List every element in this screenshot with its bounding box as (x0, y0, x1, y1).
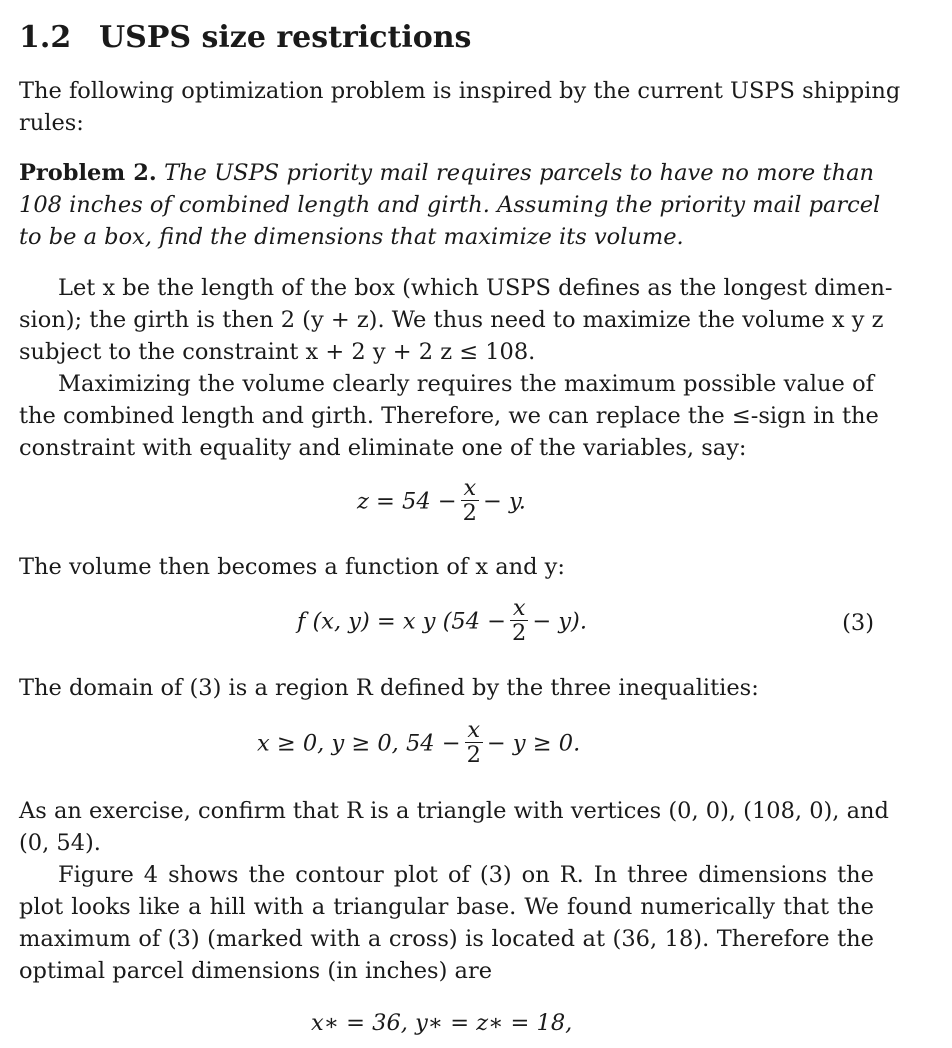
eq-domain-rhs: − y ≥ 0. (486, 730, 581, 757)
problem-text-1: The USPS priority mail requires parcels to have no more than (164, 160, 874, 186)
domain-text: The domain of (3) is a region R defined by the three inequalities: (19, 675, 759, 701)
problem-line-1 (19, 157, 874, 189)
para3-line-4: optimal parcel dimensions (in inches) are (19, 958, 493, 984)
intro-line-2: rules: (19, 110, 84, 136)
para2-line-1: Maximizing the volume clearly requires the maximum possible value of (58, 371, 874, 397)
eq-z-fraction (461, 476, 479, 525)
eq-domain-fraction (465, 718, 483, 767)
equation-f (297, 595, 587, 647)
equation-optimum: x∗ = 36, y∗ = z∗ = 18, (311, 1010, 573, 1036)
eq-f-rhs: − y). (532, 608, 587, 635)
para2-line-3: constraint with equality and eliminate one of the variables, say: (19, 435, 747, 461)
eq-f-den: 2 (512, 620, 527, 646)
problem-line-2: 108 inches of combined length and girth. Assuming the priority mail parcel (19, 192, 881, 218)
exercise-line-1: As an exercise, confirm that R is a triangle with vertices (0, 0), (108, 0), and (19, 798, 889, 824)
eq-domain-lhs: x ≥ 0, y ≥ 0, 54 − (257, 730, 461, 757)
eq-domain-num: x (467, 717, 481, 743)
eq-f-fraction (510, 596, 528, 645)
section-number: 1.2 (19, 20, 72, 55)
para1-line-1: Let x be the length of the box (which USPS defines as the longest dimen- (58, 275, 893, 301)
exercise-line-2: (0, 54). (19, 830, 101, 856)
para3-line-2: plot looks like a hill with a triangular base. We found numerically that the (19, 894, 874, 920)
para2-line-2: the combined length and girth. Therefore, we can replace the ≤-sign in the (19, 403, 879, 429)
problem-line-3: to be a box, find the dimensions that maximize its volume. (19, 224, 684, 250)
eq-f-lhs: f (x, y) = x y (54 − (297, 608, 507, 635)
equation-number: (3) (842, 610, 874, 636)
eq-f-num: x (512, 595, 526, 621)
para1-line-2: sion); the girth is then 2 (y + z). We thus need to maximize the volume x y z (19, 307, 884, 333)
eq-z-rhs: − y. (482, 488, 526, 515)
section-title: USPS size restrictions (99, 20, 472, 55)
para3-line-3: maximum of (3) (marked with a cross) is located at (36, 18). Therefore the (19, 926, 874, 952)
volume-text: The volume then becomes a function of x and y: (19, 554, 565, 580)
eq-z-lhs: z = 54 − (357, 488, 457, 515)
eq-z-den: 2 (462, 500, 477, 526)
eq-domain-den: 2 (466, 742, 481, 768)
intro-line-1: The following optimization problem is inspired by the current USPS shipping (19, 78, 901, 104)
equation-domain (257, 717, 581, 769)
para1-line-3: subject to the constraint x + 2 y + 2 z ≤ 108. (19, 339, 536, 365)
eq-z-num: x (463, 475, 477, 501)
problem-label: Problem 2. (19, 160, 157, 186)
equation-z (357, 475, 526, 527)
para3-line-1: Figure 4 shows the contour plot of (3) on R. In three dimensions the (58, 862, 874, 888)
section-heading (19, 20, 471, 55)
